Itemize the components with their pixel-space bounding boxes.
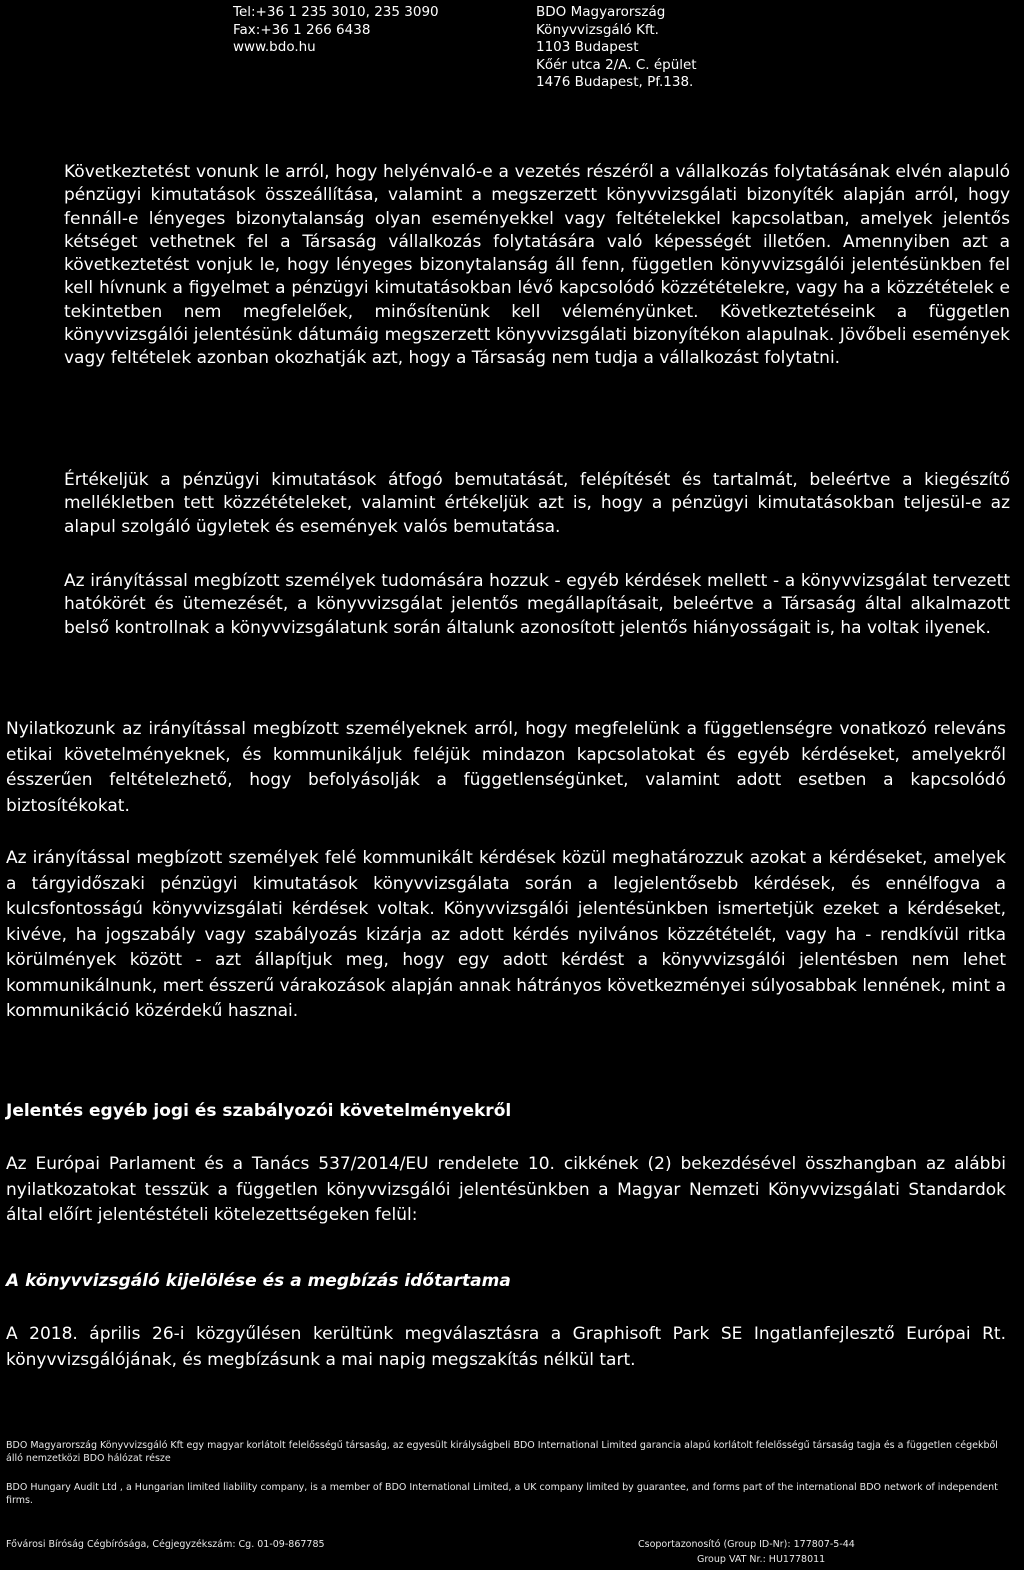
header-street: Kőér utca 2/A. C. épület bbox=[536, 56, 697, 73]
header-city: 1103 Budapest bbox=[536, 39, 639, 55]
header-contact bbox=[233, 4, 439, 57]
paragraph-governance-communication: Az irányítással megbízott személyek tudomására hozzuk - egyéb kérdések mellett - a könyvvizsgálat tervezett hatókörét és ütemezését, a könyvvizsgálat jelentős megállapításait, beleértve a Társaság által alkalmazott belső kontrollnak a könyvvizsgálatunk során általunk azonosított jelentős hiányosságait is, ha voltak ilyenek. bbox=[64, 571, 1010, 638]
header-phone: Tel:+36 1 235 3010, 235 3090 bbox=[233, 4, 439, 20]
header-fax: Fax:+36 1 266 6438 bbox=[233, 21, 371, 38]
paragraph-independence: Nyilatkozunk az irányítással megbízott személyeknek arról, hogy megfelelünk a függetlenségre vonatkozó releváns etikai követelményeknek, és kommunikáljuk feléjük mindazon kapcsolatokat és egyéb kérdéseket, amelyekről ésszerűen feltételezhető, hogy befolyásolják a függetlenségünket, valamint adott esetben a kapcsolódó biztosítékokat. bbox=[6, 719, 1006, 816]
paragraph-going-concern: Következtetést vonunk le arról, hogy helyénvaló-e a vezetés részéről a vállalkozás folytatásának elvén alapuló pénzügyi kimutatások összeállítása, valamint a megszerzett könyvvizsgálati bizonyíték alapján arról, hogy fennáll-e lényeges bizonytalanság olyan eseményekkel vagy feltételekkel kapcsolatban, amelyek jelentős kétséget vethetnek fel a Társaság vállalkozás folytatására való képességét illetően. Amennyiben azt a következtetést vonjuk le, hogy lényeges bizonytalanság áll fenn, független könyvvizsgálói jelentésünkben fel kell hívnunk a figyelmet a pénzügyi kimutatásokban lévő kapcsolódó közzétételekre, vagy ha a közzétételek e tekintetben nem megfelelőek, minősítenünk kell véleményünket. Következtetéseink a független könyvvizsgálói jelentésünk dátumáig megszerzett könyvvizsgálati bizonyítékon alapulnak. Jövőbeli események vagy feltételek azonban okozhatják azt, hogy a Társaság nem tudja a vállalkozást folytatni. bbox=[64, 162, 1010, 369]
section-heading: Jelentés egyéb jogi és szabályozói követelményekről bbox=[6, 1101, 512, 1121]
footer-court-registration: Fővárosi Bíróság Cégbírósága, Cégjegyzékszám: Cg. 01-09-867785 bbox=[6, 1539, 325, 1550]
paragraph-appointment: A 2018. április 26-i közgyűlésen kerültünk megválasztásra a Graphisoft Park SE Ingatlanfejlesztő Európai Rt. könyvvizsgálójának, és megbízásunk a mai napig megszakítás nélkül tart. bbox=[6, 1324, 1006, 1370]
subsection-heading: A könyvvizsgáló kijelölése és a megbízás időtartama bbox=[6, 1271, 511, 1291]
footer-group-vat: Group VAT Nr.: HU1778011 bbox=[697, 1554, 826, 1565]
header-company-name: BDO Magyarország bbox=[536, 4, 666, 20]
header-postbox: 1476 Budapest, Pf.138. bbox=[536, 74, 694, 90]
footer-legal-en: BDO Hungary Audit Ltd , a Hungarian limited liability company, is a member of BDO International Limited, a UK company limited by guarantee, and forms part of the international BDO network of independent firms. bbox=[6, 1482, 998, 1506]
header-website: www.bdo.hu bbox=[233, 39, 316, 55]
header-address bbox=[536, 4, 697, 92]
footer-legal-hu: BDO Magyarország Könyvvizsgáló Kft egy magyar korlátolt felelősségű társaság, az egyesült királyságbeli BDO International Limited garancia alapú korlátolt felelősségű társaság tagja és a független cégekből álló nemzetközi BDO hálózat része bbox=[6, 1440, 998, 1464]
paragraph-eu-regulation: Az Európai Parlament és a Tanács 537/2014/EU rendelete 10. cikkének (2) bekezdésével összhangban az alábbi nyilatkozatokat tesszük a független könyvvizsgálói jelentésünkben a Magyar Nemzeti Könyvvizsgálati Standardok által előírt jelentéstételi kötelezettségeken felül: bbox=[6, 1154, 1006, 1225]
paragraph-presentation: Értékeljük a pénzügyi kimutatások átfogó bemutatását, felépítését és tartalmát, beleértve a kiegészítő mellékletben tett közzétételeket, valamint értékeljük azt is, hogy a pénzügyi kimutatásokban teljesül-e az alapul szolgáló ügyletek és események valós bemutatása. bbox=[64, 470, 1010, 537]
footer-group-id: Csoportazonosító (Group ID-Nr): 177807-5-44 bbox=[638, 1539, 855, 1550]
paragraph-key-audit-matters: Az irányítással megbízott személyek felé kommunikált kérdések közül meghatározzuk azokat a kérdéseket, amelyek a tárgyidőszaki pénzügyi kimutatások könyvvizsgálata során a legjelentősebb kérdések, és ennélfogva a kulcsfontosságú könyvvizsgálati kérdések voltak. Könyvvizsgálói jelentésünkben ismertetjük ezeket a kérdéseket, kivéve, ha jogszabály vagy szabályozás kizárja az adott kérdés nyilvános közzétételét, vagy ha - rendkívül ritka körülmények között - azt állapítjuk meg, hogy egy adott kérdést a könyvvizsgálói jelentésben nem lehet kommunikálnunk, mert ésszerű várakozások alapján annak hátrányos következményei súlyosabbak lennének, mint a kommunikáció közérdekű hasznai. bbox=[6, 848, 1006, 1021]
header-company-type: Könyvvizsgáló Kft. bbox=[536, 21, 659, 38]
